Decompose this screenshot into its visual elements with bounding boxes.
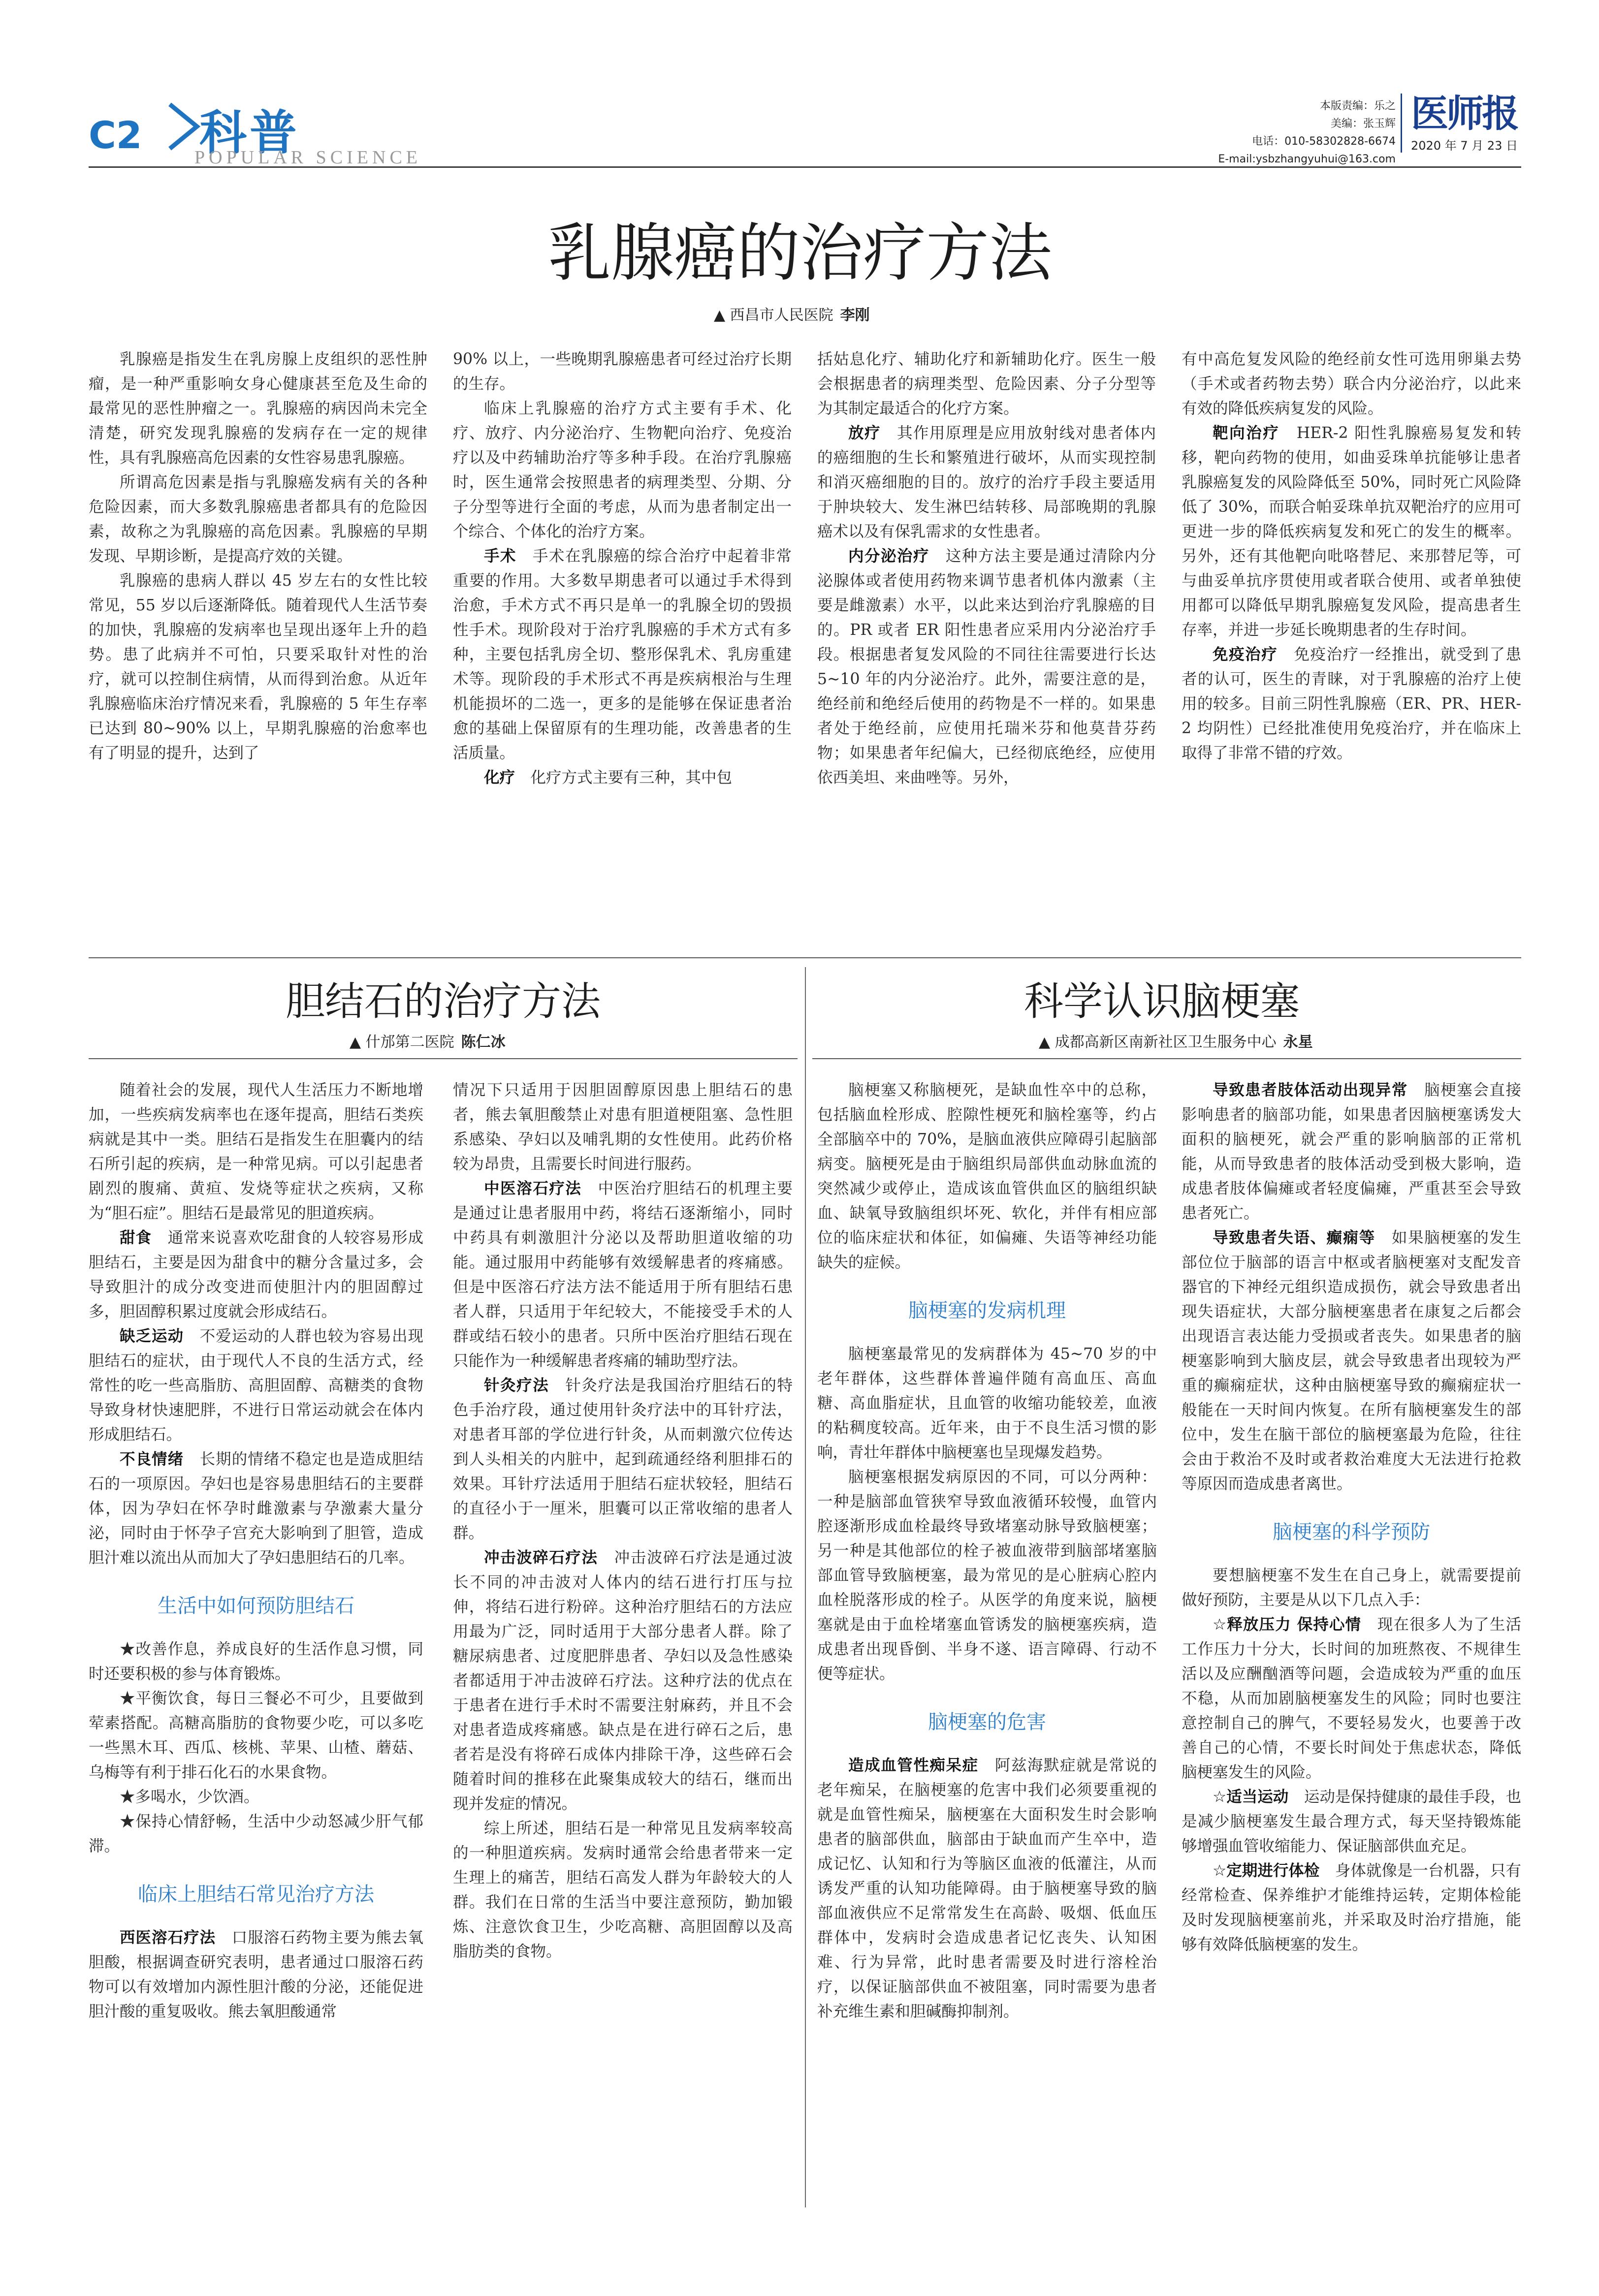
paragraph-lead: 中医溶石疗法 xyxy=(484,1180,582,1197)
paragraph-lead: 化疗 xyxy=(484,769,515,786)
paragraph-text: 括姑息化疗、辅助化疗和新辅助化疗。医生一般会根据患者的病理类型、危险因素、分子分型等为其制定最适合的化疗方案。 xyxy=(817,350,1156,417)
paragraph xyxy=(453,1373,793,1545)
paragraph-text: 这种方法主要是通过清除内分泌腺体或者使用药物来调节患者机体内激素（主要是雌激素）水平，以此来达到治疗乳腺癌的目的。PR 或者 ER 阳性患者应采用内分泌治疗手段。根据患者复发风险的不同往往需要进行长达 5~10 年的内分泌治疗。此外，需要注意的是，绝经前和绝经后使用的药物是不一样的。如果患者处于绝经前，应使用托瑞米芬和他莫昔芬药物；如果患者年纪偏大，已经彻底绝经，应使用依西美坦、来曲唑等。另外， xyxy=(817,547,1156,786)
article2-byline-author: 陈仁冰 xyxy=(461,1034,506,1051)
paragraph-lead: 西医溶石疗法 xyxy=(120,1929,216,1947)
article3-column-1 xyxy=(817,1078,1157,2024)
paragraph xyxy=(89,568,427,765)
article2-column-1 xyxy=(89,1078,423,2024)
paragraph xyxy=(89,1637,423,1686)
article3-byline xyxy=(1039,1030,1313,1051)
paragraph xyxy=(89,1785,423,1809)
paragraph-lead: 甜食 xyxy=(120,1229,152,1247)
paragraph-text: 阿兹海默症就是常说的老年痴呆，在脑梗塞的危害中我们必须要重视的就是血管性痴呆，脑梗塞在大面积发生时会影响患者的脑部供血，脑部由于缺血而产生卒中，造成记忆、认知和行为等脑区血液的低灌注，从而诱发严重的认知功能障碍。由于脑梗塞导致的脑部血液供应不足常常发生在高龄、吸烟、低血压群体中，发病时会造成患者记忆丧失、认知困难、行为异常，此时患者需要及时进行溶栓治疗，以保证脑部供血不被阻塞，同时需要为患者补充维生素和胆碱酶抑制剂。 xyxy=(817,1757,1157,2020)
paragraph-text: 中医治疗胆结石的机理主要是通过让患者服用中药，将结石逐渐缩小，同时中药具有刺激胆汁分泌以及帮助胆道收缩的功能。通过服用中药能够有效缓解患者的疼痛感。但是中医溶石疗法方法不能适用于所有胆结石患者人群，只适用于年纪较大，不能接受手术的人群或结石较小的患者。只所中医治疗胆结石现在只能作为一种缓解患者疼痛的辅助型疗法。 xyxy=(453,1180,793,1370)
article1-byline-org: ▲ 西昌市人民医院 xyxy=(714,307,833,324)
article1-byline xyxy=(714,303,870,324)
paragraph-text: 脑梗塞又称脑梗死，是缺血性卒中的总称，包括脑血栓形成、腔隙性梗死和脑栓塞等，约占全部脑卒中的 70%，是脑血液供应障碍引起脑部病变。脑梗死是由于脑组织局部供血动脉血流的突然减少或停止，造成该血管供血区的脑组织缺血、缺氧导致脑组织坏死、软化，并伴有相应部位的临床症状和体征，如偏瘫、失语等神经功能缺失的症候。 xyxy=(817,1081,1157,1271)
paragraph xyxy=(1182,347,1521,421)
subheading: 脑梗塞的发病机理 xyxy=(908,1299,1066,1322)
paragraph xyxy=(89,1686,423,1785)
paragraph-text: 脑梗塞根据发病原因的不同，可以分两种：一种是脑部血管狭窄导致血液循环较慢，血管内腔逐渐形成血栓最终导致堵塞动脉导致脑梗塞；另一种是其他部位的栓子被血液带到脑部堵塞脑部血管导致脑梗塞，最为常见的是心脏病心腔内血栓脱落形成的栓子。从医学的角度来说，脑梗塞就是由于血栓堵塞血管诱发的脑梗塞疾病，造成患者出现昏倒、半身不遂、语言障碍、行动不便等症状。 xyxy=(817,1468,1157,1683)
paragraph-text: 其作用原理是应用放射线对患者体内的癌细胞的生长和繁殖进行破坏，从而实现控制和消灭癌细胞的目的。放疗的治疗手段主要适用于肿块较大、发生淋巴结转移、局部晚期的乳腺癌术以及有保乳需求的女性患者。 xyxy=(817,424,1156,540)
section-subtitle: POPULAR SCIENCE xyxy=(194,147,421,168)
paragraph-text: 运动是保持健康的最佳手段，也是减少脑梗塞发生最合理方式，每天坚持锻炼能够增强血管收缩能力、保证脑部供血充足。 xyxy=(1182,1788,1521,1855)
article2-byline xyxy=(350,1030,506,1051)
issue-date: 2020 年 7 月 23 日 xyxy=(1411,139,1518,153)
paragraph xyxy=(453,1176,793,1373)
paragraph-text: ★改善作息，养成良好的生活作息习惯，同时还要积极的参与体育锻炼。 xyxy=(89,1640,423,1683)
phone-line: 电话：010-58302828-6674 xyxy=(1252,135,1396,148)
paragraph-text: 现在很多人为了生活工作压力十分大，长时间的加班熬夜、不规律生活以及应酬酗酒等问题，会造成较为严重的血压不稳，从而加剧脑梗塞发生的风险；同时也要注意控制自己的脾气，不要轻易发火，也要善于改善自己的心情，不要长时间处于焦虑状态，降低脑梗塞发生的风险。 xyxy=(1182,1616,1521,1781)
paragraph-lead: 靶向治疗 xyxy=(1213,424,1280,442)
paragraph-lead: 手术 xyxy=(484,547,516,565)
paragraph-text: 通常来说喜欢吃甜食的人较容易形成胆结石，主要是因为甜食中的糖分含量过多，会导致胆汁的成分改变进而使胆汁内的胆固醇过多，胆固醇积累过度就会形成结石。 xyxy=(89,1229,423,1321)
paragraph-text: 口服溶石药物主要为熊去氧胆酸，根据调查研究表明，患者通过口服溶石药物可以有效增加内源性胆汁酸的分泌，还能促进胆汁酸的重复吸收。熊去氧胆酸通常 xyxy=(89,1929,423,2020)
article-separator xyxy=(805,967,806,2207)
paragraph-text: 临床上乳腺癌的治疗方式主要有手术、化疗、放疗、内分泌治疗、生物靶向治疗、免疫治疗以及中药辅助治疗等多种手段。在治疗乳腺癌时，医生通常会按照患者的病理类型、分期、分子分型等进行全面的考虑，从而为患者制定出一个综合、个体化的治疗方案。 xyxy=(453,400,792,540)
paragraph xyxy=(817,1342,1157,1465)
editor-line: 本版责编：乐之 xyxy=(1319,100,1396,112)
paragraph-lead: 针灸疗法 xyxy=(484,1377,549,1394)
paragraph-text: HER-2 阳性乳腺癌易复发和转移，靶向药物的使用，如曲妥珠单抗能够让患者乳腺癌复发的风险降低至 50%，同时死亡风险降低了 30%，而联合帕妥珠单抗双靶治疗的应用可更进一步的降低疾病复发和死亡的发生的概率。另外，还有其他靶向吡咯替尼、来那替尼等，可与曲妥单抗序贯使用或者联合使用、或者单独使用都可以降低早期乳腺癌复发风险，提高患者生存率，并进一步延长晚期患者的生存时间。 xyxy=(1182,424,1521,639)
article2-title-rule xyxy=(89,1058,798,1059)
paragraph-text: 长期的情绪不稳定也是造成胆结石的一项原因。孕妇也是容易患胆结石的主要群体，因为孕妇在怀孕时雌激素与孕激素大量分泌，同时由于怀孕子宫充大影响到了胆管，造成胆汁难以流出从而加大了孕妇患胆结石的几率。 xyxy=(89,1450,423,1567)
paragraph-text: 所谓高危因素是指与乳腺癌发病有关的各种危险因素，而大多数乳腺癌患者都具有的危险因素，故称之为乳腺癌的高危因素。乳腺癌的早期发现、早期诊断，是提高疗效的关键。 xyxy=(89,473,427,565)
article3-byline-author: 永星 xyxy=(1283,1034,1313,1051)
article1-column-3 xyxy=(817,347,1156,790)
paragraph xyxy=(89,1226,423,1324)
paragraph xyxy=(1182,1078,1521,1226)
paragraph-lead: ☆释放压力 保持心情 xyxy=(1213,1616,1362,1634)
subheading: 临床上胆结石常见治疗方法 xyxy=(138,1883,374,1906)
paragraph xyxy=(1182,1612,1521,1785)
paragraph xyxy=(89,470,427,568)
paragraph xyxy=(1182,1785,1521,1858)
paragraph xyxy=(89,1078,423,1226)
article1-column-4 xyxy=(1182,347,1521,765)
paragraph xyxy=(817,544,1156,790)
paragraph-text: 如果脑梗塞的发生部位位于脑部的语言中枢或者脑梗塞对支配发音器官的下神经元组织造成损伤，就会导致患者出现失语症状，大部分脑梗塞患者在康复之后都会出现语言表达能力受损或者丧失。如果患者的脑梗塞影响到大脑皮层，就会导致患者出现较为严重的癫痫症状，这种由脑梗塞导致的癫痫症状一般能在一天时间内恢复。在所有脑梗塞发生的部位中，发生在脑干部位的脑梗塞最为危险，往往会由于救治不及时或者救治难度大无法进行抢救等原因而造成患者离世。 xyxy=(1182,1229,1521,1493)
paragraph xyxy=(453,544,792,765)
paragraph xyxy=(453,1545,793,1816)
subheading: 脑梗塞的危害 xyxy=(928,1711,1046,1733)
paragraph xyxy=(817,1078,1157,1275)
paragraph-text: 乳腺癌的患病人群以 45 岁左右的女性比较常见，55 岁以后逐渐降低。随着现代人生活节奏的加快，乳腺癌的发病率也呈现出逐年上升的趋势。患了此病并不可怕，只要采取针对性的治疗，就可以控制住病情，从而得到治愈。从近年乳腺癌临床治疗情况来看，乳腺癌的 5 年生存率已达到 80~90% 以上，早期乳腺癌的治愈率也有了明显的提升，达到了 xyxy=(89,572,427,762)
article2-column-2 xyxy=(453,1078,793,1964)
article1-divider xyxy=(89,957,1521,958)
paragraph-lead: 放疗 xyxy=(848,424,881,442)
article3-byline-org: ▲ 成都高新区南新社区卫生服务中心 xyxy=(1039,1034,1277,1051)
paragraph xyxy=(89,1447,423,1570)
paragraph xyxy=(1182,642,1521,765)
art-editor-line: 美编：张玉辉 xyxy=(1330,118,1396,130)
paragraph xyxy=(453,1078,793,1176)
paragraph-lead: 冲击波碎石疗法 xyxy=(484,1549,598,1567)
paragraph-text: 随着社会的发展，现代人生活压力不断地增加，一些疾病发病率也在逐年提高，胆结石类疾病就是其中一类。胆结石是指发生在胆囊内的结石所引起的疾病，是一种常见病。可以引起患者剧烈的腹痛、黄疸、发烧等症状之疾病，又称为“胆石症”。胆结石是最常见的胆道疾病。 xyxy=(89,1081,423,1222)
paragraph-text: 乳腺癌是指发生在乳房腺上皮组织的恶性肿瘤，是一种严重影响女身心健康甚至危及生命的最常见的恶性肿瘤之一。乳腺癌的病因尚未完全清楚，研究发现乳腺癌的发病存在一定的规律性，具有乳腺癌高危因素的女性容易患乳腺癌。 xyxy=(89,350,427,467)
paragraph-text: ★多喝水，少饮酒。 xyxy=(120,1788,259,1806)
paragraph-text: 不爱运动的人群也较为容易出现胆结石的症状，由于现代人不良的生活方式，经常性的吃一些高脂肪、高胆固醇、高糖类的食物导致身材快速肥胖，不进行日常运动就会在体内形成胆结石。 xyxy=(89,1327,423,1444)
paragraph xyxy=(817,1465,1157,1686)
paragraph-lead: 导致患者肢体活动出现异常 xyxy=(1213,1081,1408,1099)
paragraph-text: 要想脑梗塞不发生在自己身上，就需要提前做好预防，主要是从以下几点入手： xyxy=(1182,1567,1521,1609)
paragraph-lead: 不良情绪 xyxy=(120,1450,184,1468)
paragraph-text: 化疗方式主要有三种，其中包 xyxy=(530,769,733,786)
paragraph-text: 免疫治疗一经推出，就受到了患者的认可，医生的青睐，对于乳腺癌的治疗上使用的较多。目前三阴性乳腺癌（ER、PR、HER-2 均阴性）已经批准使用免疫治疗，并在临床上取得了非常不错的疗效。 xyxy=(1182,646,1521,762)
masthead-logo: 医师报 xyxy=(1411,92,1517,135)
paragraph xyxy=(89,1925,423,2024)
paragraph xyxy=(453,396,792,544)
paragraph-text: ★平衡饮食，每日三餐必不可少，且要做到荤素搭配。高糖高脂肪的食物要少吃，可以多吃一些黑木耳、西瓜、核桃、苹果、山楂、蘑菇、乌梅等有利于排石化石的水果食物。 xyxy=(89,1690,423,1781)
paragraph xyxy=(89,1324,423,1447)
article1-column-1 xyxy=(89,347,427,765)
page-header xyxy=(89,89,1521,168)
paragraph xyxy=(1182,1226,1521,1496)
paragraph-text: 针灸疗法是我国治疗胆结石的特色手治疗段，通过使用针灸疗法中的耳针疗法，对患者耳部的学位进行针灸，从而刺激穴位传达到人头相关的内脏中，起到疏通经络利胆排石的效果。耳针疗法适用于胆结石症状较轻，胆结石的直径小于一厘米，胆囊可以正常收缩的患者人群。 xyxy=(453,1377,793,1542)
paragraph xyxy=(89,347,427,470)
paragraph xyxy=(453,1816,793,1964)
masthead xyxy=(1401,94,1521,153)
subheading: 脑梗塞的科学预防 xyxy=(1273,1521,1430,1543)
paragraph xyxy=(1182,421,1521,642)
section-title: 科普 xyxy=(199,105,300,160)
article3-title: 科学认识脑梗塞 xyxy=(1024,978,1300,1024)
paragraph-text: 手术在乳腺癌的综合治疗中起着非常重要的作用。大多数早期患者可以通过手术得到治愈，手术方式不再只是单一的乳腺全切的毁损性手术。现阶段对于治疗乳腺癌的手术方式有多种，主要包括乳房全切、整形保乳术、乳房重建术等。现阶段的手术形式不再是疾病根治与生理机能损坏的二选一，更多的是能够在保证患者治愈的基础上保留原有的生理功能，改善患者的生活质量。 xyxy=(453,547,792,762)
email-line: E-mail:ysbzhangyuhui@163.com xyxy=(1218,153,1396,165)
header-rule xyxy=(89,166,1521,168)
article1-byline-author: 李刚 xyxy=(840,307,870,324)
article3-title-rule xyxy=(812,1058,1521,1059)
subheading: 生活中如何预防胆结石 xyxy=(158,1595,354,1617)
paragraph-lead: 内分泌治疗 xyxy=(848,547,929,565)
paragraph xyxy=(1182,1858,1521,1957)
page-number: C2 xyxy=(89,113,142,157)
paragraph-text: 脑梗塞会直接影响患者的脑部功能，如果患者因脑梗塞诱发大面积的脑梗死，就会严重的影响脑部的正常机能，从而导致患者的肢体活动受到极大影响，造成患者肢体偏瘫或者轻度偏瘫，严重甚至会导致患者死亡。 xyxy=(1182,1081,1521,1222)
paragraph-lead: ☆适当运动 xyxy=(1213,1788,1289,1806)
article2-title: 胆结石的治疗方法 xyxy=(286,978,601,1024)
paragraph-text: 情况下只适用于因胆固醇原因患上胆结石的患者，熊去氧胆酸禁止对患有胆道梗阻塞、急性胆系感染、孕妇以及哺乳期的女性使用。此药价格较为昂贵，且需要长时间进行服药。 xyxy=(453,1081,793,1173)
paragraph-lead: ☆定期进行体检 xyxy=(1213,1862,1320,1880)
paragraph-text: 脑梗塞最常见的发病群体为 45~70 岁的中老年群体，这些群体普遍伴随有高血压、高血糖、高血脂症状，且血管的收缩功能较差，血液的粘稠度较高。近年来，由于不良生活习惯的影响，青壮年群体中脑梗塞也呈现爆发趋势。 xyxy=(817,1345,1157,1461)
paragraph-lead: 免疫治疗 xyxy=(1213,646,1278,663)
paragraph xyxy=(453,347,792,396)
paragraph-text: ★保持心情舒畅，生活中少动怒减少肝气郁滞。 xyxy=(89,1813,423,1855)
paragraph xyxy=(1182,1563,1521,1612)
editor-info xyxy=(1140,97,1396,168)
paragraph-text: 90% 以上，一些晚期乳腺癌患者可经过治疗长期的生存。 xyxy=(453,350,792,393)
paragraph-lead: 导致患者失语、癫痫等 xyxy=(1213,1229,1375,1247)
article2-byline-org: ▲ 什邡第二医院 xyxy=(350,1034,454,1051)
paragraph xyxy=(817,1753,1157,2024)
paragraph xyxy=(817,347,1156,421)
article3-column-2 xyxy=(1182,1078,1521,1957)
paragraph xyxy=(89,1809,423,1858)
paragraph-text: 身体就像是一台机器，只有经常检查、保养维护才能维持运转，定期体检能及时发现脑梗塞前兆，并采取及时治疗措施，能够有效降低脑梗塞的发生。 xyxy=(1182,1862,1521,1953)
paragraph-text: 有中高危复发风险的绝经前女性可选用卵巢去势（手术或者药物去势）联合内分泌治疗，以此来有效的降低疾病复发的风险。 xyxy=(1182,350,1521,417)
article1-title: 乳腺癌的治疗方法 xyxy=(547,217,1052,290)
paragraph xyxy=(453,765,792,790)
article1-column-2 xyxy=(453,347,792,790)
paragraph-lead: 造成血管性痴呆症 xyxy=(848,1757,979,1774)
paragraph-lead: 缺乏运动 xyxy=(120,1327,184,1345)
paragraph xyxy=(817,421,1156,544)
paragraph-text: 冲击波碎石疗法是通过波长不同的冲击波对人体内的结石进行打压与拉伸，将结石进行粉碎。这种治疗胆结石的方法应用最为广泛，同时适用于大部分患者人群。除了糖尿病患者、过度肥胖患者、孕妇以及急性感染者都适用于冲击波碎石疗法。这种疗法的优点在于患者在进行手术时不需要注射麻药，并且不会对患者造成疼痛感。缺点是在进行碎石之后，患者若是没有将碎石成体内排除干净，这些碎石会随着时间的推移在此聚集成较大的结石，继而出现并发症的情况。 xyxy=(453,1549,793,1813)
paragraph-text: 综上所述，胆结石是一种常见且发病率较高的一种胆道疾病。发病时通常会给患者带来一定生理上的痛苦，胆结石高发人群为年龄较大的人群。我们在日常的生活当中要注意预防，勤加锻炼、注意饮食卫生，少吃高糖、高胆固醇以及高脂肪类的食物。 xyxy=(453,1820,793,1960)
